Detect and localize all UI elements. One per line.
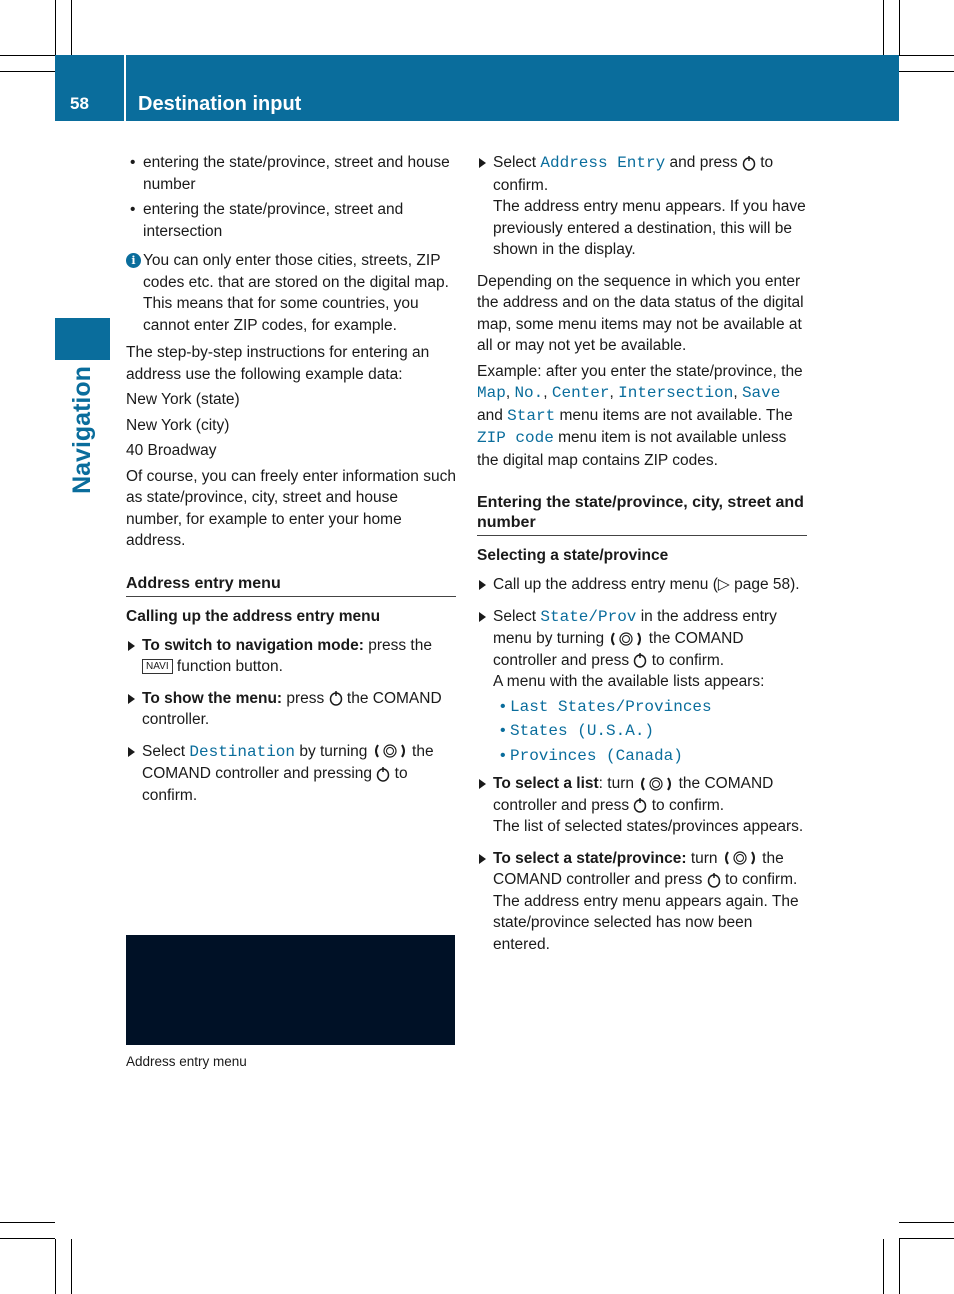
step-item: To select a list: turn the COMAND controller and press to confirm. The list of selected states/provinces appears. <box>477 773 807 838</box>
step-item: Call up the address entry menu (▷ page 58). <box>477 574 807 596</box>
address-entry-screenshot <box>126 935 455 1045</box>
press-controller-icon <box>376 766 390 782</box>
crop-mark <box>899 1222 954 1223</box>
press-controller-icon <box>329 690 343 706</box>
example-state: New York (state) <box>126 391 240 408</box>
section-title: Entering the state/province, city, street and number <box>477 493 807 536</box>
section-title: Address entry menu <box>126 574 456 597</box>
page-number: 58 <box>70 94 89 113</box>
list-item: • States (U.S.A.) <box>477 721 807 743</box>
crop-mark <box>883 1239 884 1294</box>
list-item: • entering the state/province, street and house number <box>126 152 456 195</box>
step-result: The address entry menu appears again. The state/province selected has now been entered. <box>493 892 799 953</box>
crop-mark <box>55 0 56 55</box>
paragraph: Depending on the sequence in which you enter the address and on the data status of the digital map, some menu items may not be available at all or may not yet be available. <box>477 272 804 354</box>
step-result: A menu with the available lists appears: <box>493 673 765 690</box>
example-city: New York (city) <box>126 416 230 434</box>
page-title: Destination input <box>138 93 302 115</box>
step-item: To show the menu: press the COMAND controller. <box>126 688 456 731</box>
crop-mark <box>0 1238 55 1239</box>
intro-paragraph: The step-by-step instructions for entering an address use the following example data: <box>126 344 430 383</box>
image-caption: Address entry menu <box>126 1054 247 1069</box>
list-item: • Provinces (Canada) <box>477 746 807 768</box>
press-controller-icon <box>633 652 647 668</box>
crop-mark <box>55 1239 56 1294</box>
step-item: To select a state/province: turn the COMAND controller and press to confirm. The address entry menu appears again. The state/province selected has now been entered. <box>477 848 807 956</box>
crop-mark <box>0 1222 55 1223</box>
info-icon: i <box>126 253 141 268</box>
press-controller-icon <box>707 872 721 888</box>
right-column <box>477 152 807 965</box>
crop-mark <box>883 0 884 55</box>
header-separator <box>124 55 126 121</box>
turn-controller-icon <box>372 743 408 759</box>
side-tab-label: Navigation <box>68 366 96 494</box>
press-controller-icon <box>633 797 647 813</box>
side-tab-marker <box>55 318 110 360</box>
crop-mark <box>71 0 72 55</box>
list-item: • Last States/Provinces <box>477 697 807 719</box>
crop-mark <box>899 1238 954 1239</box>
navi-key-icon: NAVI <box>142 659 173 674</box>
crop-mark <box>71 1239 72 1294</box>
turn-controller-icon <box>722 850 758 866</box>
example-street: 40 Broadway <box>126 442 217 459</box>
subsection-title: Selecting a state/province <box>477 547 669 564</box>
crop-mark <box>899 1239 900 1294</box>
paragraph: Example: after you enter the state/province, the Map, No., Center, Intersection, Save and Start menu items are not available. The ZIP code menu item is not available unless the digital map contains ZIP codes. <box>477 362 803 469</box>
list-item: • entering the state/province, street and intersection <box>126 199 456 242</box>
step-item: Select Destination by turning the COMAND controller and pressing to confirm. <box>126 741 456 807</box>
step-result: The address entry menu appears. If you have previously entered a destination, this will be shown in the display. <box>493 198 806 258</box>
crop-mark <box>0 55 55 56</box>
press-controller-icon <box>742 155 756 171</box>
step-result: The list of selected states/provinces appears. <box>493 818 804 835</box>
crop-mark <box>0 71 55 72</box>
info-text: You can only enter those cities, streets, ZIP codes etc. that are stored on the digital map. This means that for some countries, you cannot enter ZIP codes, for example. <box>143 252 449 334</box>
step-item: Select Address Entry and press to confirm. The address entry menu appears. If you have previously entered a destination, this will be shown in the display. <box>477 152 807 261</box>
crop-mark <box>899 0 900 55</box>
turn-controller-icon <box>608 631 644 647</box>
info-note <box>126 250 456 336</box>
crop-mark <box>899 71 954 72</box>
step-item: Select State/Prov in the address entry menu by turning the COMAND controller and press to confirm. A menu with the available lists appears: <box>477 606 807 693</box>
step-item: To switch to navigation mode: press the NAVI function button. <box>126 635 456 678</box>
left-column <box>126 152 456 816</box>
crop-mark <box>899 55 954 56</box>
subsection-title: Calling up the address entry menu <box>126 607 381 625</box>
outro-paragraph: Of course, you can freely enter information such as state/province, city, street and house number, for example to enter your home address. <box>126 467 456 549</box>
turn-controller-icon <box>638 776 674 792</box>
